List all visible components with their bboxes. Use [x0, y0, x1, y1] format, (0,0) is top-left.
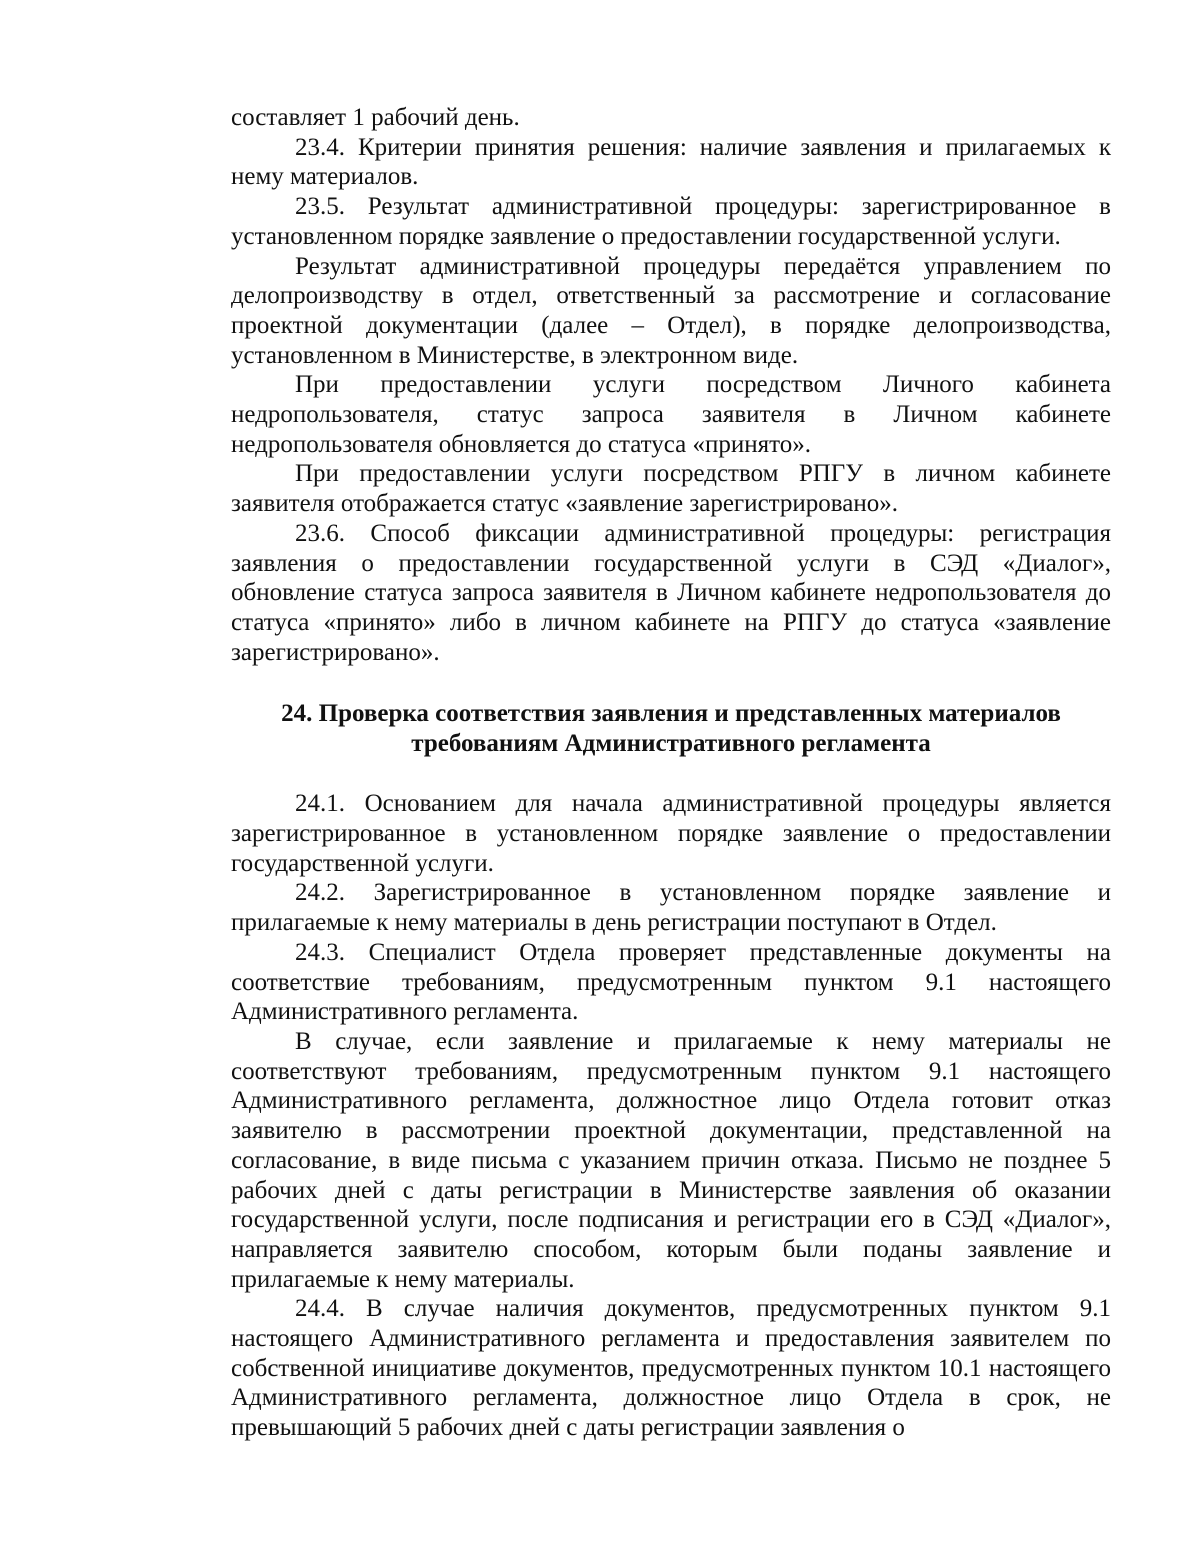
paragraph: 23.6. Способ фиксации административной процедуры: регистрация заявления о предоставлении государственной услуги в СЭД «Диалог», обновление статуса запроса заявителя в Личном кабинете недропользователя до статуса «принято» либо в личном кабинете на РПГУ до статуса «заявление зарегистрировано». [231, 519, 1111, 666]
paragraph: 23.5. Результат административной процедуры: зарегистрированное в установленном порядке заявление о предоставлении государственной услуги. [231, 193, 1111, 250]
paragraph: Результат административной процедуры передаётся управлением по делопроизводству в отдел, ответственный за рассмотрение и согласование проектной документации (далее – Отдел), в порядке делопроизводства, установленном в Министерстве, в электронном виде. [231, 252, 1111, 369]
paragraph: 24.3. Специалист Отдела проверяет представленные документы на соответствие требованиям, предусмотренным пунктом 9.1 настоящего Административного регламента. [231, 938, 1111, 1026]
paragraph: 24.2. Зарегистрированное в установленном порядке заявление и прилагаемые к нему материалы в день регистрации поступают в Отдел. [231, 879, 1111, 937]
paragraph: 24.1. Основанием для начала административной процедуры является зарегистрированное в установленном порядке заявление о предоставлении государственной услуги. [231, 790, 1111, 877]
paragraph: составляет 1 рабочий день. [231, 104, 520, 131]
paragraph: При предоставлении услуги посредством Личного кабинета недропользователя, статус запроса заявителя в Личном кабинете недропользователя обновляется до статуса «принято». [231, 371, 1111, 458]
paragraph: 24.4. В случае наличия документов, предусмотренных пунктом 9.1 настоящего Административного регламента и предоставления заявителем по собственной инициативе документов, предусмотренных пунктом 10.1 настоящего Административного регламента, должностное лицо Отдела в срок, не превышающий 5 рабочих дней с даты регистрации заявления о [231, 1295, 1111, 1442]
section-heading-line: 24. Проверка соответствия заявления и представленных материалов [281, 700, 1061, 728]
section-heading-line: требованиям Административного регламента [411, 730, 931, 758]
paragraph: 23.4. Критерии принятия решения: наличие заявления и прилагаемых к нему материалов. [231, 133, 1111, 191]
paragraph: В случае, если заявление и прилагаемые к нему материалы не соответствуют требованиям, предусмотренным пунктом 9.1 настоящего Административного регламента, должностное лицо Отдела готовит отказ заявителю в рассмотрении проектной документации, представленной на согласование, в виде письма с указанием причин отказа. Письмо не позднее 5 рабочих дней с даты регистрации в Министерстве заявления об оказании государственной услуги, после подписания и регистрации его в СЭД «Диалог», направляется заявителю способом, которым были поданы заявление и прилагаемые к нему материалы. [231, 1027, 1111, 1293]
section-heading [231, 699, 1111, 759]
document-body [231, 103, 1111, 1443]
paragraph: При предоставлении услуги посредством РПГУ в личном кабинете заявителя отображается статус «заявление зарегистрировано». [231, 460, 1111, 518]
